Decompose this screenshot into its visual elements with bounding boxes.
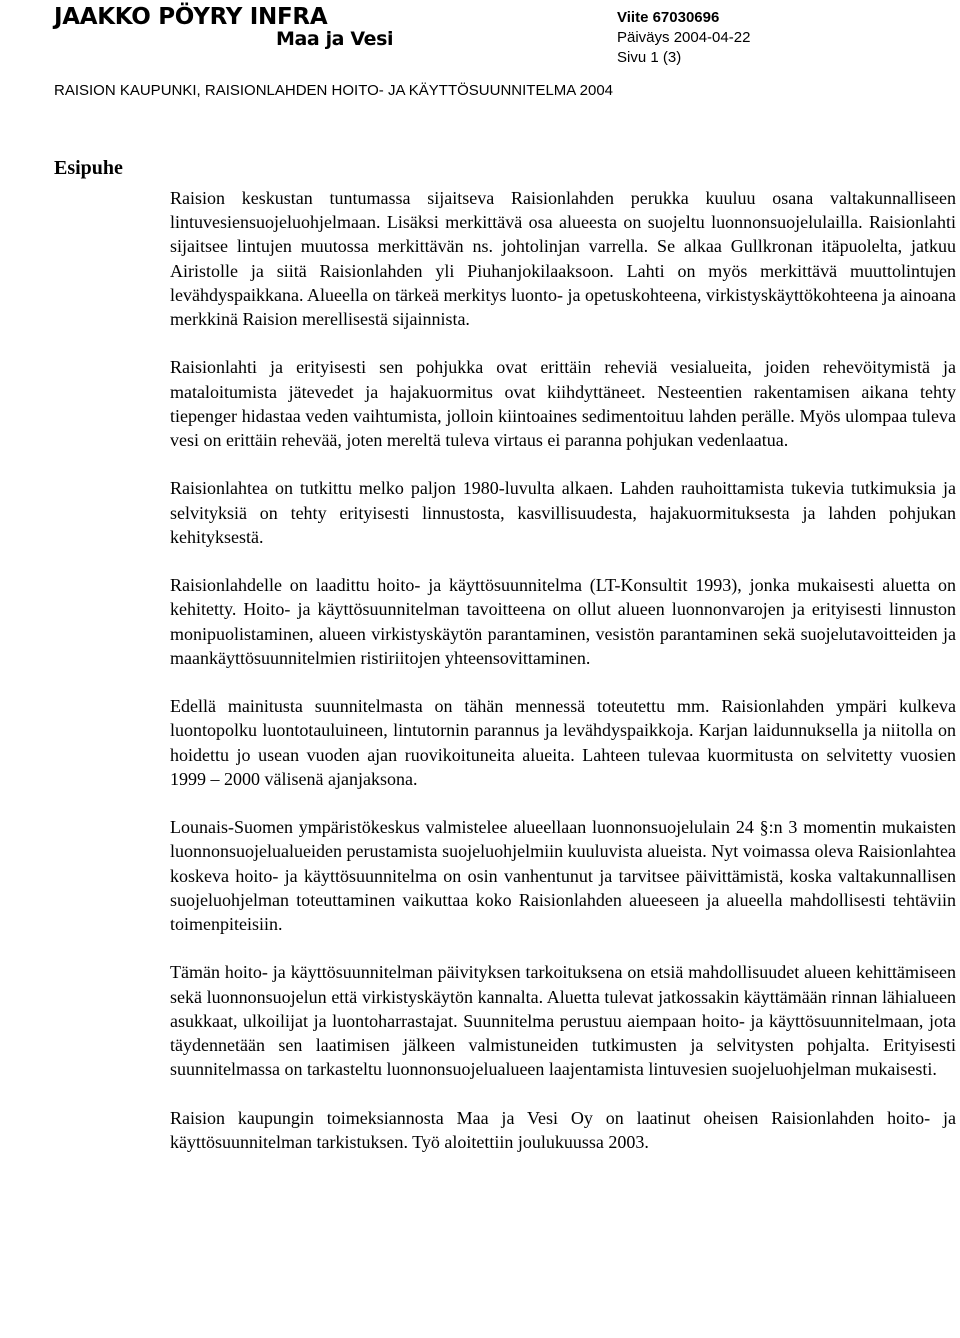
logo-division-name: Maa ja Vesi [276,28,394,50]
paragraph: Raisionlahtea on tutkittu melko paljon 1980-luvulta alkaen. Lahden rauhoittamista tukevia tutkimuksia ja selvityksiä on tehty erityisesti linnustosta, kasvillisuudesta, hajakuormituksesta ja lahden pohjukan kehityksestä. [170,478,956,547]
document-date: Päiväys 2004-04-22 [617,29,751,46]
body-text [170,186,956,1178]
reference-number: Viite 67030696 [617,9,720,26]
paragraph: Edellä mainitusta suunnitelmasta on tähän mennessä toteutettu mm. Raisionlahden ympäri kulkeva luontopolku luontotauluineen, lintutornin parannus ja levähdyspaikkoja. Karjan laidunnuksella ja niitolla on hoidettu jo usean vuoden ajan ruovikoituneita alueita. Lahteen tulevaa kuormitusta on selvitetty vuosien 1999 – 2000 välisenä ajanjaksona. [170,696,956,789]
page-number: Sivu 1 (3) [617,49,682,66]
document-meta [617,8,750,68]
paragraph: Tämän hoito- ja käyttösuunnitelman päivityksen tarkoituksena on etsiä mahdollisuudet alueen kehittämiseen sekä luonnonsuojelun että virkistyskäytön kannalta. Aluetta tulevat jatkossakin käyttämään rinnan lähialueen asukkaat, ulkoilijat ja luontoharrastajat. Suunnitelma perustuu aiempaan hoito- ja käyttösuunnitelmaan, jota täydennetään sen laatimisen jälkeen valmistuneiden tutkimusten ja selvitysten pohjalta. Erityisesti suunnitelmassa on tarkasteltu luonnonsuojelualueen laajentamista lintuvesien suojeluohjelman mukaisesti. [170,962,956,1080]
logo-company-name: JAAKKO PÖYRY INFRA [54,4,328,30]
company-logo [54,4,394,50]
paragraph: Lounais-Suomen ympäristökeskus valmistelee alueellaan luonnonsuojelulain 24 §:n 3 momentin mukaisten luonnonsuojelualueiden perustamista suojeluohjelmiin kuuluvista alueista. Nyt voimassa oleva Raisionlahtea koskeva hoito- ja käyttösuunnitelma on osin vanhentunut ja tarvitsee päivittämistä, koska valtakunnallisen suojeluohjelman toteuttaminen vaikuttaa koko Raisionlahden alueeseen ja alueella mahdollisesti tehtäviin toimenpiteisiin. [170,817,956,935]
paragraph: Raisionlahti ja erityisesti sen pohjukka ovat erittäin reheviä vesialueita, joiden rehevöitymistä ja mataloitumista jätevedet ja hajakuormitus ovat kiihdyttäneet. Nesteentien rakentamisen aikana tehty tiepenger hidastaa veden vaihtumista, jolloin kiintoaines sedimentoituu lahden perälle. Myös ulompaa tuleva vesi on erittäin rehevää, joten mereltä tuleva virtaus ei paranna pohjukan vedenlaatua. [170,357,956,451]
document-title: RAISION KAUPUNKI, RAISIONLAHDEN HOITO- JA KÄYTTÖSUUNNITELMA 2004 [54,82,614,99]
paragraph: Raision kaupungin toimeksiannosta Maa ja Vesi Oy on laatinut oheisen Raisionlahden hoito- ja käyttösuunnitelman tarkistuksen. Työ aloitettiin joulukuussa 2003. [170,1107,956,1152]
paragraph: Raisionlahdelle on laadittu hoito- ja käyttösuunnitelma (LT-Konsultit 1993), jonka mukaisesti aluetta on kehitetty. Hoito- ja käyttösuunnitelman tavoitteena on ollut alueen luonnonvarojen ja erityisesti linnuston monipuolistaminen, alueen virkistyskäytön parantaminen, vesistön parantaminen sekä suojelutavoitteiden ja maankäyttösuunnitelmien ristiriitojen yhteensovittaminen. [170,575,956,668]
paragraph: Raision keskustan tuntumassa sijaitseva Raisionlahden perukka kuuluu osana valtakunnalliseen lintuvesiensuojeluohjelmaan. Lisäksi merkittävä osa alueesta on suojeltu luonnonsuojelulailla. Raisionlahti sijaitsee lintujen muutossa merkittävän ns. johtolinjan varrella. Se alkaa Gullkronan itäpuolelta, jatkuu Airistolle ja siitä Raisionlahden yli Piuhanjokilaaksoon. Lahti on myös merkittävä muuttolintujen levähdyspaikkana. Alueella on tärkeä merkitys luonto- ja opetuskohteena, virkistyskäyttökohteena ja ainoana merkkinä Raision merellisestä sijainnista. [170,188,956,330]
section-heading: Esipuhe [54,157,123,179]
